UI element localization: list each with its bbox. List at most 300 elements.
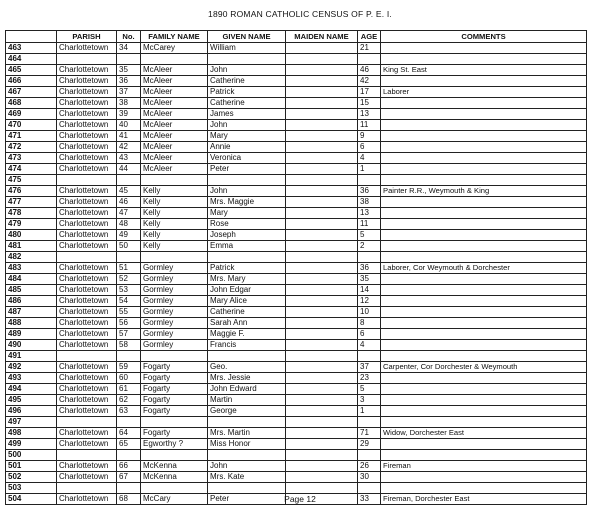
given-name-cell: Mrs. Kate (208, 472, 286, 483)
age-cell: 17 (358, 87, 381, 98)
table-row (6, 164, 587, 175)
family-name-cell: Gormley (141, 318, 208, 329)
age-cell: 26 (358, 461, 381, 472)
maiden-name-cell (286, 175, 358, 186)
given-name-cell (208, 483, 286, 494)
table-row (6, 219, 587, 230)
family-name-cell (141, 54, 208, 65)
family-name-cell: McKenna (141, 461, 208, 472)
maiden-name-cell (286, 395, 358, 406)
comments-cell (381, 384, 587, 395)
given-name-cell: Catherine (208, 98, 286, 109)
parish-cell: Charlottetown (57, 362, 117, 373)
header-row (6, 31, 587, 43)
row-number: 498 (6, 428, 57, 439)
parish-cell: Charlottetown (57, 153, 117, 164)
comments-cell (381, 219, 587, 230)
row-number: 492 (6, 362, 57, 373)
comments-cell (381, 241, 587, 252)
row-number: 484 (6, 274, 57, 285)
parish-cell (57, 54, 117, 65)
age-cell: 4 (358, 153, 381, 164)
comments-cell (381, 43, 587, 54)
table-row (6, 417, 587, 428)
row-number: 486 (6, 296, 57, 307)
given-name-cell: John Edgar (208, 285, 286, 296)
given-name-cell: Peter (208, 164, 286, 175)
parish-cell: Charlottetown (57, 384, 117, 395)
given-name-cell: Peter (208, 494, 286, 505)
entry-number-cell: 40 (117, 120, 141, 131)
age-cell: 29 (358, 439, 381, 450)
family-name-cell: Kelly (141, 208, 208, 219)
maiden-name-cell (286, 54, 358, 65)
age-cell: 11 (358, 120, 381, 131)
row-number: 501 (6, 461, 57, 472)
table-row (6, 406, 587, 417)
comments-cell: Laborer (381, 87, 587, 98)
comments-cell: Painter R.R., Weymouth & King (381, 186, 587, 197)
table-row (6, 197, 587, 208)
family-name-cell: McAleer (141, 153, 208, 164)
parish-cell: Charlottetown (57, 461, 117, 472)
given-name-cell: Catherine (208, 76, 286, 87)
entry-number-cell (117, 450, 141, 461)
entry-number-cell: 57 (117, 329, 141, 340)
table-row (6, 241, 587, 252)
comments-cell: Fireman (381, 461, 587, 472)
family-name-cell: Egworthy ? (141, 439, 208, 450)
entry-number-cell: 46 (117, 197, 141, 208)
entry-number-cell: 41 (117, 131, 141, 142)
parish-cell (57, 351, 117, 362)
given-name-cell: Patrick (208, 87, 286, 98)
family-name-cell (141, 450, 208, 461)
entry-number-cell: 35 (117, 65, 141, 76)
entry-number-cell: 36 (117, 76, 141, 87)
table-row (6, 109, 587, 120)
given-name-cell: Emma (208, 241, 286, 252)
given-name-cell: Sarah Ann (208, 318, 286, 329)
age-cell: 42 (358, 76, 381, 87)
given-name-cell: Mrs. Jessie (208, 373, 286, 384)
row-number: 477 (6, 197, 57, 208)
entry-number-cell: 51 (117, 263, 141, 274)
row-number: 494 (6, 384, 57, 395)
row-number: 480 (6, 230, 57, 241)
age-cell: 36 (358, 263, 381, 274)
comments-cell: Fireman, Dorchester East (381, 494, 587, 505)
parish-cell (57, 175, 117, 186)
row-number: 470 (6, 120, 57, 131)
table-row (6, 351, 587, 362)
table-row (6, 285, 587, 296)
age-cell: 3 (358, 395, 381, 406)
parish-cell: Charlottetown (57, 186, 117, 197)
parish-cell: Charlottetown (57, 274, 117, 285)
family-name-cell (141, 252, 208, 263)
comments-cell (381, 230, 587, 241)
entry-number-cell: 50 (117, 241, 141, 252)
age-cell: 13 (358, 109, 381, 120)
table-row (6, 439, 587, 450)
table-row (6, 329, 587, 340)
parish-cell: Charlottetown (57, 318, 117, 329)
census-table (5, 30, 587, 505)
row-number: 464 (6, 54, 57, 65)
maiden-name-cell (286, 384, 358, 395)
parish-cell: Charlottetown (57, 120, 117, 131)
age-cell: 4 (358, 340, 381, 351)
parish-cell: Charlottetown (57, 230, 117, 241)
entry-number-cell (117, 175, 141, 186)
given-name-cell (208, 351, 286, 362)
entry-number-cell: 43 (117, 153, 141, 164)
entry-number-cell: 56 (117, 318, 141, 329)
entry-number-cell: 58 (117, 340, 141, 351)
given-name-cell: Mrs. Maggie (208, 197, 286, 208)
entry-number-cell: 60 (117, 373, 141, 384)
table-row (6, 274, 587, 285)
entry-number-cell: 42 (117, 142, 141, 153)
given-name-cell: Rose (208, 219, 286, 230)
family-name-cell: Gormley (141, 285, 208, 296)
entry-number-cell: 59 (117, 362, 141, 373)
comments-cell (381, 285, 587, 296)
row-number: 474 (6, 164, 57, 175)
row-number: 491 (6, 351, 57, 362)
given-name-cell: John Edward (208, 384, 286, 395)
entry-number-cell: 39 (117, 109, 141, 120)
age-cell: 35 (358, 274, 381, 285)
maiden-name-cell (286, 351, 358, 362)
age-cell: 1 (358, 406, 381, 417)
comments-cell (381, 76, 587, 87)
parish-cell (57, 450, 117, 461)
table-row (6, 362, 587, 373)
given-name-cell (208, 54, 286, 65)
comments-cell (381, 296, 587, 307)
family-name-cell: Gormley (141, 307, 208, 318)
maiden-name-cell (286, 450, 358, 461)
row-number: 483 (6, 263, 57, 274)
family-name-cell: McAleer (141, 164, 208, 175)
parish-cell: Charlottetown (57, 263, 117, 274)
table-row (6, 120, 587, 131)
family-name-cell (141, 175, 208, 186)
entry-number-cell (117, 483, 141, 494)
family-name-cell: Fogarty (141, 384, 208, 395)
parish-cell: Charlottetown (57, 439, 117, 450)
row-number: 475 (6, 175, 57, 186)
maiden-name-cell (286, 472, 358, 483)
family-name-cell: Gormley (141, 296, 208, 307)
row-number: 502 (6, 472, 57, 483)
table-row (6, 131, 587, 142)
comments-cell (381, 274, 587, 285)
given-name-cell: John (208, 186, 286, 197)
given-name-cell (208, 417, 286, 428)
comments-cell (381, 98, 587, 109)
age-cell (358, 351, 381, 362)
comments-cell (381, 131, 587, 142)
table-row (6, 263, 587, 274)
row-number: 487 (6, 307, 57, 318)
age-cell: 6 (358, 329, 381, 340)
family-name-cell (141, 417, 208, 428)
comments-cell (381, 373, 587, 384)
parish-cell: Charlottetown (57, 494, 117, 505)
age-cell (358, 483, 381, 494)
entry-number-cell: 34 (117, 43, 141, 54)
parish-cell: Charlottetown (57, 296, 117, 307)
family-name-cell: Gormley (141, 329, 208, 340)
parish-cell: Charlottetown (57, 219, 117, 230)
age-cell (358, 417, 381, 428)
maiden-name-cell (286, 252, 358, 263)
maiden-name-cell (286, 208, 358, 219)
parish-cell: Charlottetown (57, 373, 117, 384)
page-number: Page 12 (284, 494, 316, 504)
census-body (6, 43, 587, 505)
given-name-cell: Mrs. Mary (208, 274, 286, 285)
table-row (6, 98, 587, 109)
table-row (6, 428, 587, 439)
row-number: 465 (6, 65, 57, 76)
maiden-name-cell (286, 340, 358, 351)
comments-cell (381, 153, 587, 164)
entry-number-cell (117, 252, 141, 263)
table-row (6, 450, 587, 461)
entry-number-cell: 62 (117, 395, 141, 406)
parish-cell: Charlottetown (57, 65, 117, 76)
maiden-name-cell (286, 263, 358, 274)
age-cell (358, 54, 381, 65)
entry-number-cell (117, 351, 141, 362)
age-cell: 15 (358, 98, 381, 109)
parish-cell: Charlottetown (57, 428, 117, 439)
table-row (6, 54, 587, 65)
given-name-cell: Mary (208, 208, 286, 219)
comments-cell (381, 208, 587, 219)
family-name-cell: McAleer (141, 87, 208, 98)
entry-number-cell: 53 (117, 285, 141, 296)
given-name-cell (208, 252, 286, 263)
age-cell (358, 252, 381, 263)
maiden-name-cell (286, 296, 358, 307)
header-rownum (6, 31, 57, 43)
maiden-name-cell (286, 439, 358, 450)
comments-cell (381, 406, 587, 417)
age-cell: 46 (358, 65, 381, 76)
comments-cell (381, 164, 587, 175)
age-cell: 33 (358, 494, 381, 505)
parish-cell: Charlottetown (57, 285, 117, 296)
entry-number-cell: 61 (117, 384, 141, 395)
row-number: 485 (6, 285, 57, 296)
parish-cell: Charlottetown (57, 109, 117, 120)
comments-cell (381, 175, 587, 186)
parish-cell: Charlottetown (57, 395, 117, 406)
given-name-cell: Joseph (208, 230, 286, 241)
given-name-cell: John (208, 461, 286, 472)
comments-cell (381, 142, 587, 153)
row-number: 476 (6, 186, 57, 197)
table-row (6, 373, 587, 384)
maiden-name-cell (286, 120, 358, 131)
given-name-cell: Miss Honor (208, 439, 286, 450)
maiden-name-cell (286, 87, 358, 98)
family-name-cell: Gormley (141, 340, 208, 351)
age-cell (358, 175, 381, 186)
row-number: 479 (6, 219, 57, 230)
row-number: 482 (6, 252, 57, 263)
given-name-cell: James (208, 109, 286, 120)
parish-cell: Charlottetown (57, 98, 117, 109)
comments-cell (381, 307, 587, 318)
page-title: 1890 ROMAN CATHOLIC CENSUS OF P. E. I. (208, 9, 392, 19)
maiden-name-cell (286, 417, 358, 428)
given-name-cell: Mary (208, 131, 286, 142)
family-name-cell: Gormley (141, 274, 208, 285)
family-name-cell: McAleer (141, 120, 208, 131)
table-row (6, 384, 587, 395)
header-parish: PARISH (57, 31, 117, 43)
entry-number-cell (117, 54, 141, 65)
row-number: 495 (6, 395, 57, 406)
maiden-name-cell (286, 219, 358, 230)
maiden-name-cell (286, 65, 358, 76)
comments-cell (381, 472, 587, 483)
age-cell (358, 450, 381, 461)
table-row (6, 461, 587, 472)
given-name-cell: John (208, 65, 286, 76)
given-name-cell: John (208, 120, 286, 131)
family-name-cell: McAleer (141, 142, 208, 153)
table-row (6, 340, 587, 351)
family-name-cell: McAleer (141, 131, 208, 142)
given-name-cell: Mary Alice (208, 296, 286, 307)
entry-number-cell: 55 (117, 307, 141, 318)
row-number: 488 (6, 318, 57, 329)
maiden-name-cell (286, 142, 358, 153)
age-cell: 13 (358, 208, 381, 219)
maiden-name-cell (286, 241, 358, 252)
family-name-cell: Kelly (141, 241, 208, 252)
entry-number-cell (117, 417, 141, 428)
maiden-name-cell (286, 329, 358, 340)
maiden-name-cell (286, 318, 358, 329)
comments-cell (381, 318, 587, 329)
family-name-cell: Kelly (141, 230, 208, 241)
maiden-name-cell (286, 164, 358, 175)
maiden-name-cell (286, 197, 358, 208)
row-number: 497 (6, 417, 57, 428)
parish-cell (57, 252, 117, 263)
age-cell: 38 (358, 197, 381, 208)
comments-cell (381, 109, 587, 120)
comments-cell (381, 329, 587, 340)
header-family-name: FAMILY NAME (141, 31, 208, 43)
comments-cell (381, 54, 587, 65)
family-name-cell: Fogarty (141, 395, 208, 406)
entry-number-cell: 65 (117, 439, 141, 450)
age-cell: 6 (358, 142, 381, 153)
row-number: 499 (6, 439, 57, 450)
table-row (6, 87, 587, 98)
entry-number-cell: 45 (117, 186, 141, 197)
comments-cell: King St. East (381, 65, 587, 76)
maiden-name-cell (286, 307, 358, 318)
family-name-cell: Kelly (141, 186, 208, 197)
row-number: 489 (6, 329, 57, 340)
age-cell: 21 (358, 43, 381, 54)
age-cell: 1 (358, 164, 381, 175)
maiden-name-cell (286, 131, 358, 142)
comments-cell: Laborer, Cor Weymouth & Dorchester (381, 263, 587, 274)
entry-number-cell: 54 (117, 296, 141, 307)
given-name-cell: Maggie F. (208, 329, 286, 340)
family-name-cell: Kelly (141, 197, 208, 208)
header-comments: COMMENTS (381, 31, 587, 43)
family-name-cell: Fogarty (141, 406, 208, 417)
parish-cell: Charlottetown (57, 340, 117, 351)
table-row (6, 175, 587, 186)
table-row (6, 395, 587, 406)
parish-cell: Charlottetown (57, 307, 117, 318)
given-name-cell: Patrick (208, 263, 286, 274)
family-name-cell: McAleer (141, 76, 208, 87)
table-row (6, 186, 587, 197)
table-row (6, 318, 587, 329)
header-maiden-name: MAIDEN NAME (286, 31, 358, 43)
entry-number-cell: 47 (117, 208, 141, 219)
age-cell: 9 (358, 131, 381, 142)
header-given-name: GIVEN NAME (208, 31, 286, 43)
given-name-cell (208, 175, 286, 186)
row-number: 500 (6, 450, 57, 461)
entry-number-cell: 37 (117, 87, 141, 98)
comments-cell: Carpenter, Cor Dorchester & Weymouth (381, 362, 587, 373)
comments-cell (381, 351, 587, 362)
age-cell: 71 (358, 428, 381, 439)
given-name-cell: Francis (208, 340, 286, 351)
table-row (6, 307, 587, 318)
maiden-name-cell (286, 274, 358, 285)
age-cell: 36 (358, 186, 381, 197)
maiden-name-cell (286, 153, 358, 164)
comments-cell (381, 483, 587, 494)
row-number: 466 (6, 76, 57, 87)
header-no: No. (117, 31, 141, 43)
table-row (6, 230, 587, 241)
row-number: 473 (6, 153, 57, 164)
age-cell: 2 (358, 241, 381, 252)
row-number: 481 (6, 241, 57, 252)
family-name-cell: McAleer (141, 98, 208, 109)
maiden-name-cell (286, 76, 358, 87)
entry-number-cell: 44 (117, 164, 141, 175)
family-name-cell: McCary (141, 494, 208, 505)
age-cell: 30 (358, 472, 381, 483)
comments-cell (381, 450, 587, 461)
row-number: 472 (6, 142, 57, 153)
age-cell: 11 (358, 219, 381, 230)
age-cell: 23 (358, 373, 381, 384)
age-cell: 5 (358, 384, 381, 395)
parish-cell: Charlottetown (57, 76, 117, 87)
entry-number-cell: 66 (117, 461, 141, 472)
